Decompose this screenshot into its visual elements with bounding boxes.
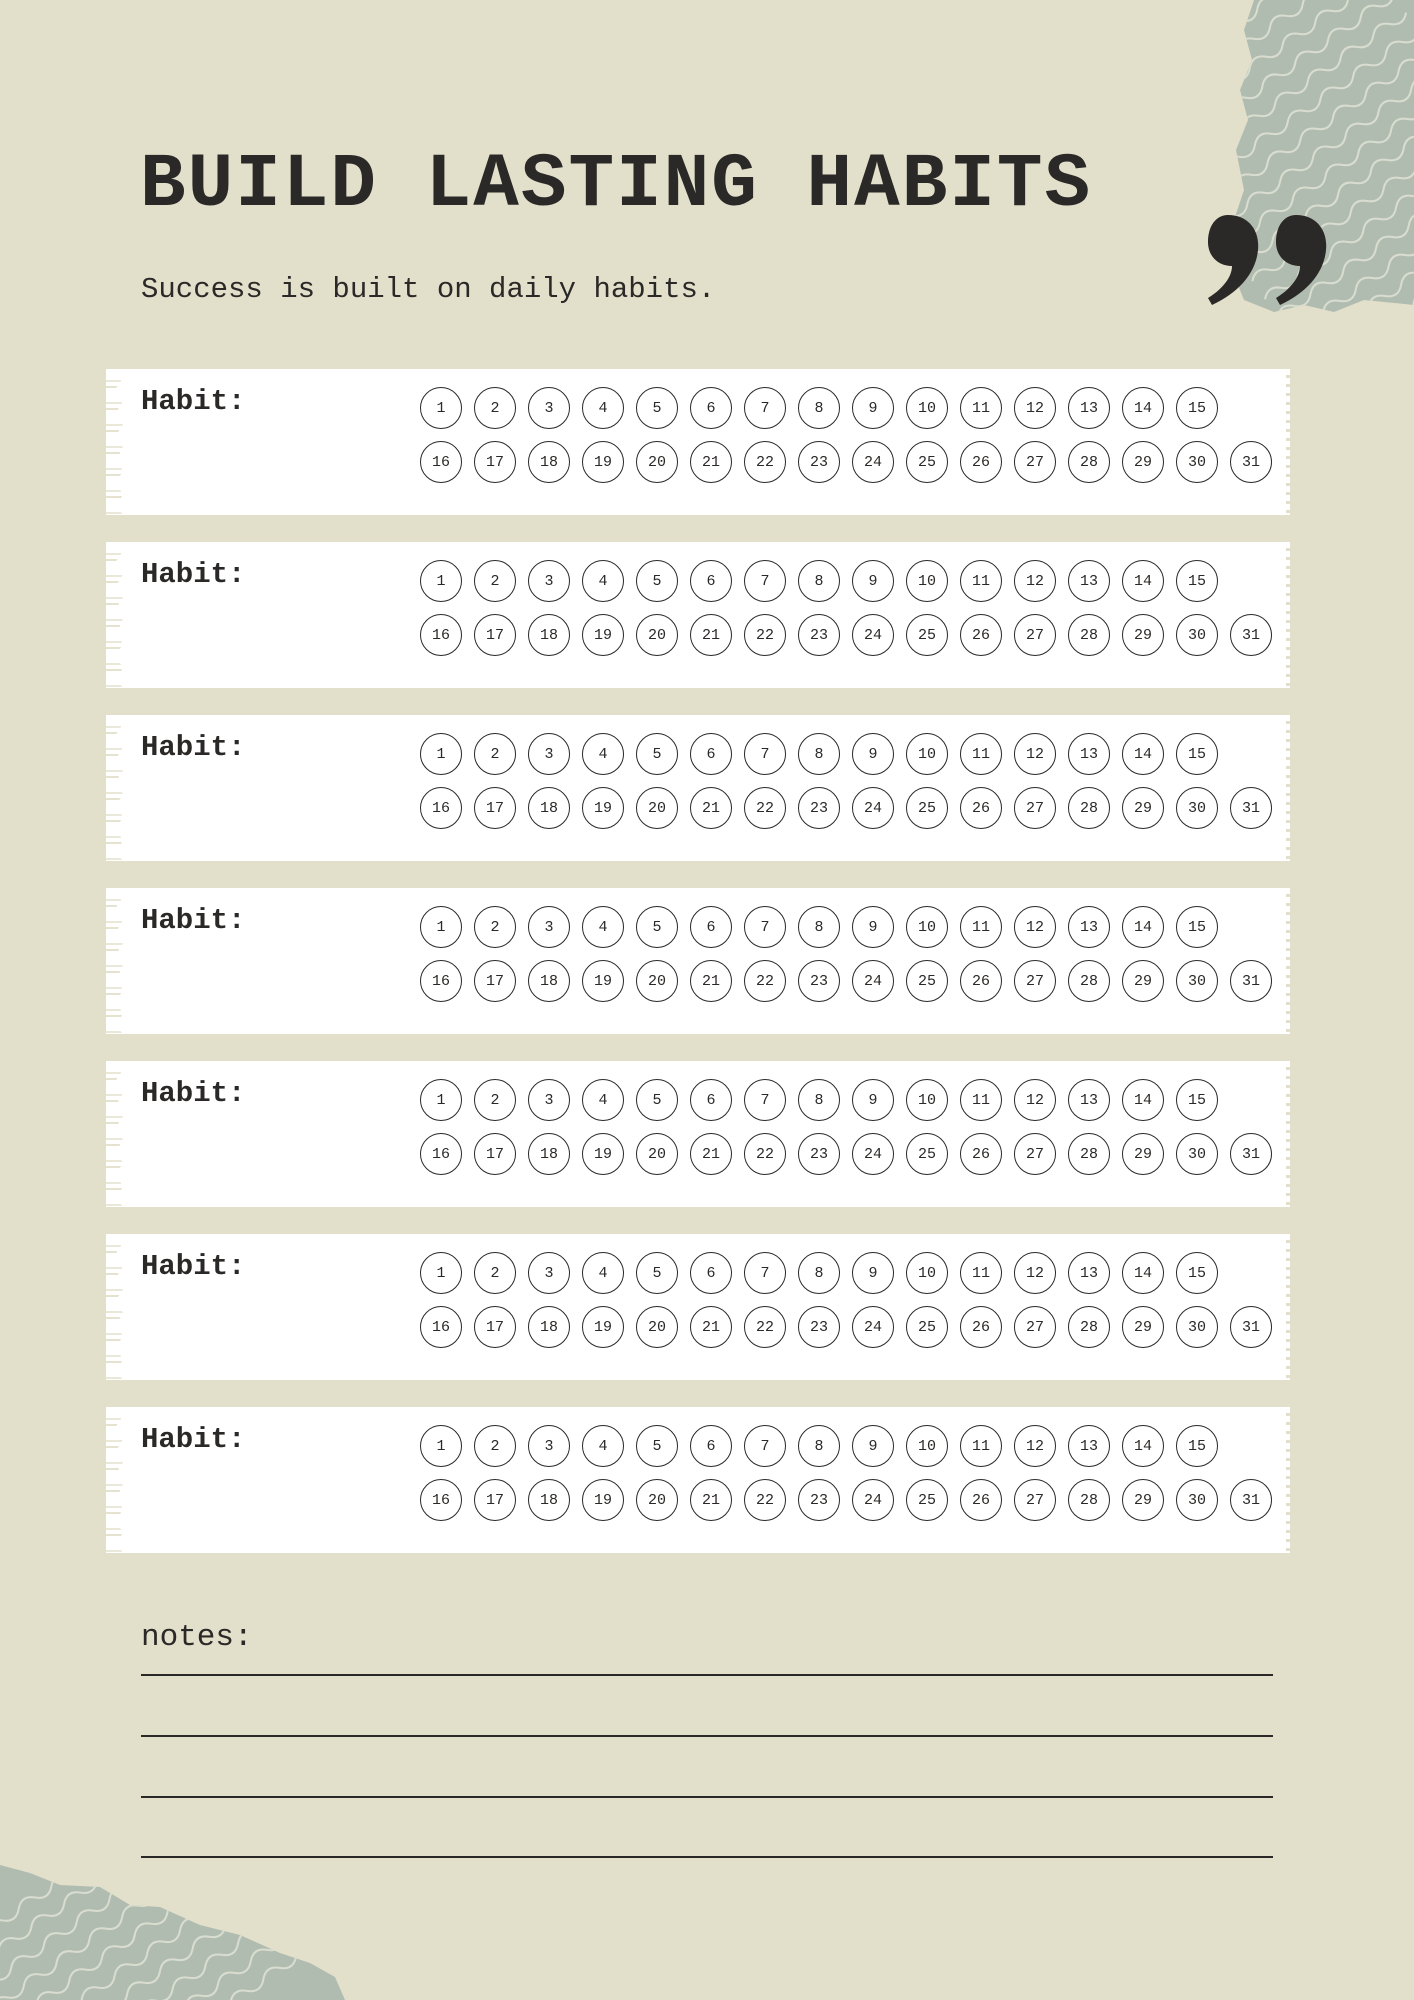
day-checkbox[interactable]: 1	[420, 1079, 462, 1121]
day-checkbox[interactable]: 2	[474, 1079, 516, 1121]
day-checkbox[interactable]: 27	[1014, 1133, 1056, 1175]
habit-row	[106, 542, 1290, 688]
day-checkbox[interactable]: 30	[1176, 787, 1218, 829]
day-checkbox[interactable]: 4	[582, 387, 624, 429]
day-checkbox[interactable]: 6	[690, 1252, 732, 1294]
day-checkbox[interactable]: 25	[906, 1133, 948, 1175]
day-checkbox[interactable]: 5	[636, 387, 678, 429]
day-checkbox[interactable]: 31	[1230, 1479, 1272, 1521]
day-checkbox[interactable]: 31	[1230, 614, 1272, 656]
day-checkbox[interactable]: 20	[636, 787, 678, 829]
day-checkbox[interactable]: 18	[528, 960, 570, 1002]
day-checkbox[interactable]: 19	[582, 1133, 624, 1175]
day-checkbox[interactable]: 4	[582, 733, 624, 775]
day-checkbox[interactable]: 18	[528, 1133, 570, 1175]
day-checkbox[interactable]: 16	[420, 1133, 462, 1175]
day-checkbox[interactable]: 7	[744, 906, 786, 948]
day-checkbox[interactable]: 17	[474, 960, 516, 1002]
day-checkbox[interactable]: 9	[852, 387, 894, 429]
day-checkbox[interactable]: 1	[420, 733, 462, 775]
day-checkbox[interactable]: 6	[690, 1425, 732, 1467]
day-checkbox[interactable]: 18	[528, 787, 570, 829]
day-circle-row	[420, 1306, 1270, 1348]
day-checkbox[interactable]: 8	[798, 1252, 840, 1294]
day-checkbox[interactable]: 28	[1068, 441, 1110, 483]
day-checkbox[interactable]: 9	[852, 906, 894, 948]
day-checkbox[interactable]: 2	[474, 1425, 516, 1467]
day-checkbox[interactable]: 14	[1122, 387, 1164, 429]
day-circle-row	[420, 1079, 1270, 1121]
day-checkbox[interactable]: 16	[420, 1306, 462, 1348]
day-checkbox[interactable]: 1	[420, 1425, 462, 1467]
day-checkbox[interactable]: 18	[528, 1306, 570, 1348]
day-checkbox[interactable]: 13	[1068, 1252, 1110, 1294]
day-checkbox[interactable]: 13	[1068, 387, 1110, 429]
day-checklist	[420, 733, 1270, 841]
day-checkbox[interactable]: 27	[1014, 614, 1056, 656]
day-checklist	[420, 1252, 1270, 1360]
day-checkbox[interactable]: 29	[1122, 1479, 1164, 1521]
day-checkbox[interactable]: 22	[744, 441, 786, 483]
day-checkbox[interactable]: 5	[636, 906, 678, 948]
day-checkbox[interactable]: 28	[1068, 960, 1110, 1002]
day-checkbox[interactable]: 27	[1014, 787, 1056, 829]
day-checkbox[interactable]: 31	[1230, 960, 1272, 1002]
day-checkbox[interactable]: 6	[690, 733, 732, 775]
wave-pattern-bottom-decoration	[0, 1865, 345, 2000]
day-checkbox[interactable]: 7	[744, 1252, 786, 1294]
day-checkbox[interactable]: 22	[744, 960, 786, 1002]
day-checkbox[interactable]: 8	[798, 733, 840, 775]
day-circle-row	[420, 614, 1270, 656]
day-checkbox[interactable]: 25	[906, 787, 948, 829]
day-checkbox[interactable]: 16	[420, 614, 462, 656]
quote-mark-icon	[1200, 210, 1330, 310]
day-checkbox[interactable]: 22	[744, 787, 786, 829]
day-checkbox[interactable]: 5	[636, 1252, 678, 1294]
day-checkbox[interactable]: 11	[960, 733, 1002, 775]
day-checkbox[interactable]: 2	[474, 387, 516, 429]
day-checkbox[interactable]: 31	[1230, 1133, 1272, 1175]
day-checkbox[interactable]: 31	[1230, 787, 1272, 829]
day-checkbox[interactable]: 11	[960, 387, 1002, 429]
day-checkbox[interactable]: 30	[1176, 1306, 1218, 1348]
day-checkbox[interactable]: 28	[1068, 614, 1110, 656]
day-checkbox[interactable]: 20	[636, 1306, 678, 1348]
day-checkbox[interactable]: 17	[474, 787, 516, 829]
day-checkbox[interactable]: 16	[420, 960, 462, 1002]
day-checkbox[interactable]: 10	[906, 906, 948, 948]
day-checkbox[interactable]: 20	[636, 614, 678, 656]
day-checkbox[interactable]: 29	[1122, 960, 1164, 1002]
day-circle-row	[420, 906, 1270, 948]
day-checkbox[interactable]: 15	[1176, 560, 1218, 602]
day-checkbox[interactable]: 26	[960, 1306, 1002, 1348]
day-checkbox[interactable]: 3	[528, 1079, 570, 1121]
day-checkbox[interactable]: 2	[474, 733, 516, 775]
habit-row	[106, 715, 1290, 861]
day-circle-row	[420, 787, 1270, 829]
day-checkbox[interactable]: 20	[636, 1479, 678, 1521]
day-checkbox[interactable]: 19	[582, 787, 624, 829]
day-checkbox[interactable]: 26	[960, 960, 1002, 1002]
day-checkbox[interactable]: 18	[528, 1479, 570, 1521]
day-checkbox[interactable]: 29	[1122, 441, 1164, 483]
day-checkbox[interactable]: 24	[852, 614, 894, 656]
day-checkbox[interactable]: 14	[1122, 1079, 1164, 1121]
day-checkbox[interactable]: 24	[852, 441, 894, 483]
day-checkbox[interactable]: 15	[1176, 1425, 1218, 1467]
day-checkbox[interactable]: 27	[1014, 960, 1056, 1002]
day-checkbox[interactable]: 22	[744, 1479, 786, 1521]
day-checkbox[interactable]: 2	[474, 560, 516, 602]
day-checkbox[interactable]: 11	[960, 560, 1002, 602]
day-checkbox[interactable]: 19	[582, 960, 624, 1002]
day-checkbox[interactable]: 25	[906, 614, 948, 656]
day-circle-row	[420, 387, 1270, 429]
day-checkbox[interactable]: 1	[420, 1252, 462, 1294]
day-checkbox[interactable]: 14	[1122, 733, 1164, 775]
day-checkbox[interactable]: 4	[582, 1079, 624, 1121]
day-circle-row	[420, 441, 1270, 483]
day-checkbox[interactable]: 25	[906, 441, 948, 483]
day-checklist	[420, 1425, 1270, 1533]
day-checkbox[interactable]: 18	[528, 441, 570, 483]
day-checkbox[interactable]: 27	[1014, 1479, 1056, 1521]
day-checkbox[interactable]: 28	[1068, 787, 1110, 829]
day-checkbox[interactable]: 24	[852, 960, 894, 1002]
day-checkbox[interactable]: 16	[420, 441, 462, 483]
day-checklist	[420, 1079, 1270, 1187]
day-checkbox[interactable]: 4	[582, 906, 624, 948]
page-subtitle: Success is built on daily habits.	[141, 273, 716, 306]
day-checkbox[interactable]: 14	[1122, 906, 1164, 948]
day-checkbox[interactable]: 12	[1014, 387, 1056, 429]
day-checkbox[interactable]: 11	[960, 1252, 1002, 1294]
day-checklist	[420, 560, 1270, 668]
day-checkbox[interactable]: 13	[1068, 1425, 1110, 1467]
day-checkbox[interactable]: 23	[798, 1479, 840, 1521]
day-checkbox[interactable]: 23	[798, 1306, 840, 1348]
day-checkbox[interactable]: 6	[690, 906, 732, 948]
day-checkbox[interactable]: 13	[1068, 1079, 1110, 1121]
day-checkbox[interactable]: 31	[1230, 441, 1272, 483]
day-checkbox[interactable]: 20	[636, 441, 678, 483]
day-checkbox[interactable]: 14	[1122, 1425, 1164, 1467]
day-checkbox[interactable]: 19	[582, 441, 624, 483]
habit-row	[106, 1407, 1290, 1553]
page-title: BUILD LASTING HABITS	[140, 142, 1093, 228]
day-checkbox[interactable]: 16	[420, 1479, 462, 1521]
day-circle-row	[420, 960, 1270, 1002]
day-checkbox[interactable]: 25	[906, 960, 948, 1002]
day-checkbox[interactable]: 21	[690, 614, 732, 656]
day-checkbox[interactable]: 15	[1176, 1079, 1218, 1121]
day-checkbox[interactable]: 20	[636, 960, 678, 1002]
day-checkbox[interactable]: 10	[906, 387, 948, 429]
day-checkbox[interactable]: 12	[1014, 560, 1056, 602]
day-checkbox[interactable]: 15	[1176, 387, 1218, 429]
day-checkbox[interactable]: 7	[744, 1425, 786, 1467]
day-checkbox[interactable]: 24	[852, 1306, 894, 1348]
notes-label: notes:	[141, 1620, 253, 1655]
day-checkbox[interactable]: 15	[1176, 733, 1218, 775]
day-checkbox[interactable]: 5	[636, 1079, 678, 1121]
day-checkbox[interactable]: 3	[528, 733, 570, 775]
day-checkbox[interactable]: 17	[474, 441, 516, 483]
day-checkbox[interactable]: 14	[1122, 560, 1164, 602]
day-circle-row	[420, 1252, 1270, 1294]
day-checkbox[interactable]: 24	[852, 1479, 894, 1521]
day-checkbox[interactable]: 24	[852, 787, 894, 829]
day-checkbox[interactable]: 26	[960, 787, 1002, 829]
habit-label[interactable]: Habit:	[141, 385, 246, 418]
habit-row	[106, 1234, 1290, 1380]
day-checkbox[interactable]: 12	[1014, 1425, 1056, 1467]
day-checkbox[interactable]: 1	[420, 560, 462, 602]
day-checkbox[interactable]: 30	[1176, 1479, 1218, 1521]
day-checkbox[interactable]: 4	[582, 560, 624, 602]
day-checkbox[interactable]: 4	[582, 1425, 624, 1467]
day-checkbox[interactable]: 17	[474, 1479, 516, 1521]
day-checkbox[interactable]: 23	[798, 441, 840, 483]
day-checkbox[interactable]: 2	[474, 906, 516, 948]
day-circle-row	[420, 1133, 1270, 1175]
day-checkbox[interactable]: 31	[1230, 1306, 1272, 1348]
day-checkbox[interactable]: 17	[474, 1306, 516, 1348]
habit-label[interactable]: Habit:	[141, 1423, 246, 1456]
day-checkbox[interactable]: 9	[852, 733, 894, 775]
day-checkbox[interactable]: 18	[528, 614, 570, 656]
day-checkbox[interactable]: 23	[798, 787, 840, 829]
day-checkbox[interactable]: 14	[1122, 1252, 1164, 1294]
day-circle-row	[420, 733, 1270, 775]
day-checklist	[420, 387, 1270, 495]
day-checkbox[interactable]: 8	[798, 1425, 840, 1467]
day-checkbox[interactable]: 28	[1068, 1133, 1110, 1175]
day-checkbox[interactable]: 22	[744, 1306, 786, 1348]
day-checkbox[interactable]: 4	[582, 1252, 624, 1294]
day-checkbox[interactable]: 7	[744, 1079, 786, 1121]
habit-label[interactable]: Habit:	[141, 731, 246, 764]
day-checkbox[interactable]: 6	[690, 1079, 732, 1121]
day-checkbox[interactable]: 21	[690, 1479, 732, 1521]
day-checkbox[interactable]: 7	[744, 387, 786, 429]
note-line[interactable]	[141, 1856, 1273, 1858]
day-checkbox[interactable]: 10	[906, 733, 948, 775]
day-checkbox[interactable]: 6	[690, 387, 732, 429]
habit-row	[106, 369, 1290, 515]
day-checkbox[interactable]: 10	[906, 1425, 948, 1467]
day-checkbox[interactable]: 3	[528, 906, 570, 948]
day-checkbox[interactable]: 3	[528, 560, 570, 602]
day-checkbox[interactable]: 8	[798, 1079, 840, 1121]
day-checkbox[interactable]: 26	[960, 441, 1002, 483]
day-checkbox[interactable]: 30	[1176, 960, 1218, 1002]
habit-label[interactable]: Habit:	[141, 558, 246, 591]
day-checkbox[interactable]: 26	[960, 1479, 1002, 1521]
day-checkbox[interactable]: 15	[1176, 906, 1218, 948]
day-checkbox[interactable]: 5	[636, 560, 678, 602]
day-checkbox[interactable]: 29	[1122, 1133, 1164, 1175]
day-checkbox[interactable]: 8	[798, 387, 840, 429]
day-checkbox[interactable]: 19	[582, 614, 624, 656]
day-checkbox[interactable]: 9	[852, 1425, 894, 1467]
day-checkbox[interactable]: 30	[1176, 614, 1218, 656]
day-checkbox[interactable]: 10	[906, 560, 948, 602]
day-checkbox[interactable]: 27	[1014, 1306, 1056, 1348]
day-checkbox[interactable]: 7	[744, 733, 786, 775]
note-line[interactable]	[141, 1674, 1273, 1676]
day-checkbox[interactable]: 11	[960, 1079, 1002, 1121]
day-checkbox[interactable]: 16	[420, 787, 462, 829]
day-checkbox[interactable]: 12	[1014, 733, 1056, 775]
day-checkbox[interactable]: 21	[690, 1306, 732, 1348]
day-checkbox[interactable]: 5	[636, 1425, 678, 1467]
day-checkbox[interactable]: 6	[690, 560, 732, 602]
day-checkbox[interactable]: 5	[636, 733, 678, 775]
day-checkbox[interactable]: 9	[852, 560, 894, 602]
day-checkbox[interactable]: 29	[1122, 1306, 1164, 1348]
day-checkbox[interactable]: 3	[528, 1252, 570, 1294]
note-line[interactable]	[141, 1796, 1273, 1798]
day-checkbox[interactable]: 13	[1068, 560, 1110, 602]
day-checkbox[interactable]: 19	[582, 1479, 624, 1521]
day-checkbox[interactable]: 12	[1014, 1252, 1056, 1294]
day-checkbox[interactable]: 26	[960, 1133, 1002, 1175]
day-checkbox[interactable]: 13	[1068, 906, 1110, 948]
day-checkbox[interactable]: 10	[906, 1079, 948, 1121]
day-circle-row	[420, 560, 1270, 602]
day-checkbox[interactable]: 20	[636, 1133, 678, 1175]
day-checkbox[interactable]: 23	[798, 960, 840, 1002]
habit-label[interactable]: Habit:	[141, 1250, 246, 1283]
day-checkbox[interactable]: 29	[1122, 614, 1164, 656]
day-checkbox[interactable]: 21	[690, 960, 732, 1002]
day-checklist	[420, 906, 1270, 1014]
day-checkbox[interactable]: 21	[690, 1133, 732, 1175]
habit-row	[106, 888, 1290, 1034]
habit-tracker-list	[106, 369, 1290, 1580]
day-checkbox[interactable]: 21	[690, 787, 732, 829]
day-checkbox[interactable]: 10	[906, 1252, 948, 1294]
day-checkbox[interactable]: 23	[798, 614, 840, 656]
day-checkbox[interactable]: 13	[1068, 733, 1110, 775]
day-checkbox[interactable]: 22	[744, 1133, 786, 1175]
day-checkbox[interactable]: 30	[1176, 1133, 1218, 1175]
habit-label[interactable]: Habit:	[141, 904, 246, 937]
day-checkbox[interactable]: 25	[906, 1306, 948, 1348]
day-checkbox[interactable]: 17	[474, 614, 516, 656]
day-checkbox[interactable]: 30	[1176, 441, 1218, 483]
day-checkbox[interactable]: 1	[420, 906, 462, 948]
day-checkbox[interactable]: 11	[960, 906, 1002, 948]
habit-label[interactable]: Habit:	[141, 1077, 246, 1110]
day-checkbox[interactable]: 17	[474, 1133, 516, 1175]
day-checkbox[interactable]: 22	[744, 614, 786, 656]
day-checkbox[interactable]: 8	[798, 560, 840, 602]
day-checkbox[interactable]: 15	[1176, 1252, 1218, 1294]
day-checkbox[interactable]: 28	[1068, 1479, 1110, 1521]
day-checkbox[interactable]: 2	[474, 1252, 516, 1294]
day-checkbox[interactable]: 11	[960, 1425, 1002, 1467]
day-checkbox[interactable]: 9	[852, 1252, 894, 1294]
day-checkbox[interactable]: 28	[1068, 1306, 1110, 1348]
day-circle-row	[420, 1425, 1270, 1467]
habit-row	[106, 1061, 1290, 1207]
day-checkbox[interactable]: 21	[690, 441, 732, 483]
day-checkbox[interactable]: 26	[960, 614, 1002, 656]
day-circle-row	[420, 1479, 1270, 1521]
day-checkbox[interactable]: 9	[852, 1079, 894, 1121]
day-checkbox[interactable]: 24	[852, 1133, 894, 1175]
day-checkbox[interactable]: 1	[420, 387, 462, 429]
day-checkbox[interactable]: 3	[528, 387, 570, 429]
day-checkbox[interactable]: 8	[798, 906, 840, 948]
day-checkbox[interactable]: 27	[1014, 441, 1056, 483]
day-checkbox[interactable]: 19	[582, 1306, 624, 1348]
note-line[interactable]	[141, 1735, 1273, 1737]
day-checkbox[interactable]: 3	[528, 1425, 570, 1467]
day-checkbox[interactable]: 12	[1014, 1079, 1056, 1121]
day-checkbox[interactable]: 12	[1014, 906, 1056, 948]
day-checkbox[interactable]: 29	[1122, 787, 1164, 829]
day-checkbox[interactable]: 23	[798, 1133, 840, 1175]
day-checkbox[interactable]: 7	[744, 560, 786, 602]
day-checkbox[interactable]: 25	[906, 1479, 948, 1521]
